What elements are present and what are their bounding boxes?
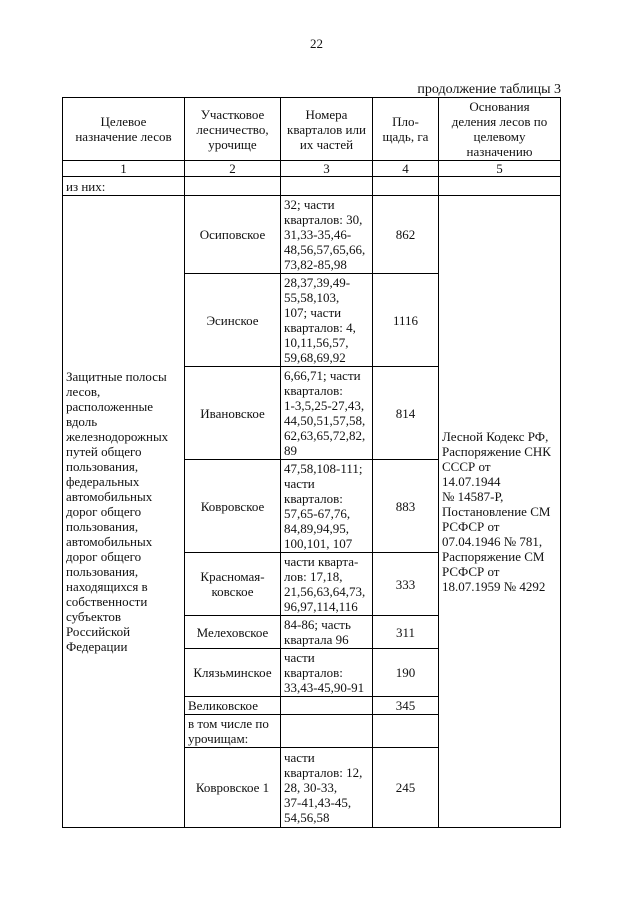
empty-cell [281,715,373,748]
column-number: 2 [185,161,281,177]
including-label: в том числе по урочищам: [185,715,281,748]
forestry-cell: Осиповское [185,196,281,274]
header-area: Пло- щадь, га [373,98,439,161]
column-number: 3 [281,161,373,177]
quarters-cell: 6,66,71; части кварталов: 1-3,5,25-27,43, 44,50,51,57,58, 62,63,65,72,82, 89 [281,367,373,460]
area-cell: 245 [373,748,439,828]
quarters-cell: 28,37,39,49- 55,58,103, 107; части кварталов: 4, 10,11,56,57, 59,68,69,92 [281,274,373,367]
column-number: 4 [373,161,439,177]
area-cell: 1116 [373,274,439,367]
empty-cell [373,715,439,748]
area-cell: 883 [373,460,439,553]
area-cell: 190 [373,649,439,697]
column-number: 5 [439,161,561,177]
forestry-cell: Ковровское [185,460,281,553]
column-number: 1 [63,161,185,177]
quarters-cell: 32; части кварталов: 30, 31,33-35,46- 48,56,57,65,66, 73,82-85,98 [281,196,373,274]
header-purpose: Целевое назначение лесов [63,98,185,161]
forestry-cell: Эсинское [185,274,281,367]
empty-cell [185,177,281,196]
forestry-cell: Красномая- ковское [185,553,281,616]
basis-cell: Лесной Кодекс РФ, Распоряжение СНК СССР от 14.07.1944 № 14587-Р, Постановление СМ РСФСР от 07.04.1946 № 781, Распоряжение СМ РСФСР от 18.07.1959 № 4292 [439,196,561,828]
empty-cell [281,177,373,196]
quarters-cell: части кварталов: 12, 28, 30-33, 37-41,43-45, 54,56,58 [281,748,373,828]
quarters-cell: части кварта- лов: 17,18, 21,56,63,64,73, 96,97,114,116 [281,553,373,616]
column-number-row [63,161,561,177]
area-cell: 333 [373,553,439,616]
forestry-cell: Мелеховское [185,616,281,649]
of-them-label: из них: [63,177,185,196]
forestry-cell: Ивановское [185,367,281,460]
table-row [63,196,561,274]
header-quarters: Номера кварталов или их частей [281,98,373,161]
continuation-label: продолжение таблицы 3 [417,82,561,97]
area-cell: 345 [373,697,439,715]
purpose-cell: Защитные полосы лесов, расположенные вдоль железнодорожных путей общего пользования, федеральных автомобильных дорог общего пользования, автомобильных дорог общего пользования, находящихся в собственности субъектов Российской Федерации [63,196,185,828]
forest-table [62,97,561,828]
header-row [63,98,561,161]
header-basis: Основания деления лесов по целевому назначению [439,98,561,161]
quarters-cell: части кварталов: 33,43-45,90-91 [281,649,373,697]
page-number: 22 [310,36,323,51]
forestry-cell: Ковровское 1 [185,748,281,828]
forestry-cell: Великовское [185,697,281,715]
quarters-cell: 84-86; часть квартала 96 [281,616,373,649]
quarters-cell: 47,58,108-111; части кварталов: 57,65-67,76, 84,89,94,95, 100,101, 107 [281,460,373,553]
area-cell: 311 [373,616,439,649]
empty-cell [373,177,439,196]
of-them-row [63,177,561,196]
quarters-cell [281,697,373,715]
empty-cell [439,177,561,196]
area-cell: 862 [373,196,439,274]
forestry-cell: Клязьминское [185,649,281,697]
header-forestry: Участковое лесничество, урочище [185,98,281,161]
area-cell: 814 [373,367,439,460]
